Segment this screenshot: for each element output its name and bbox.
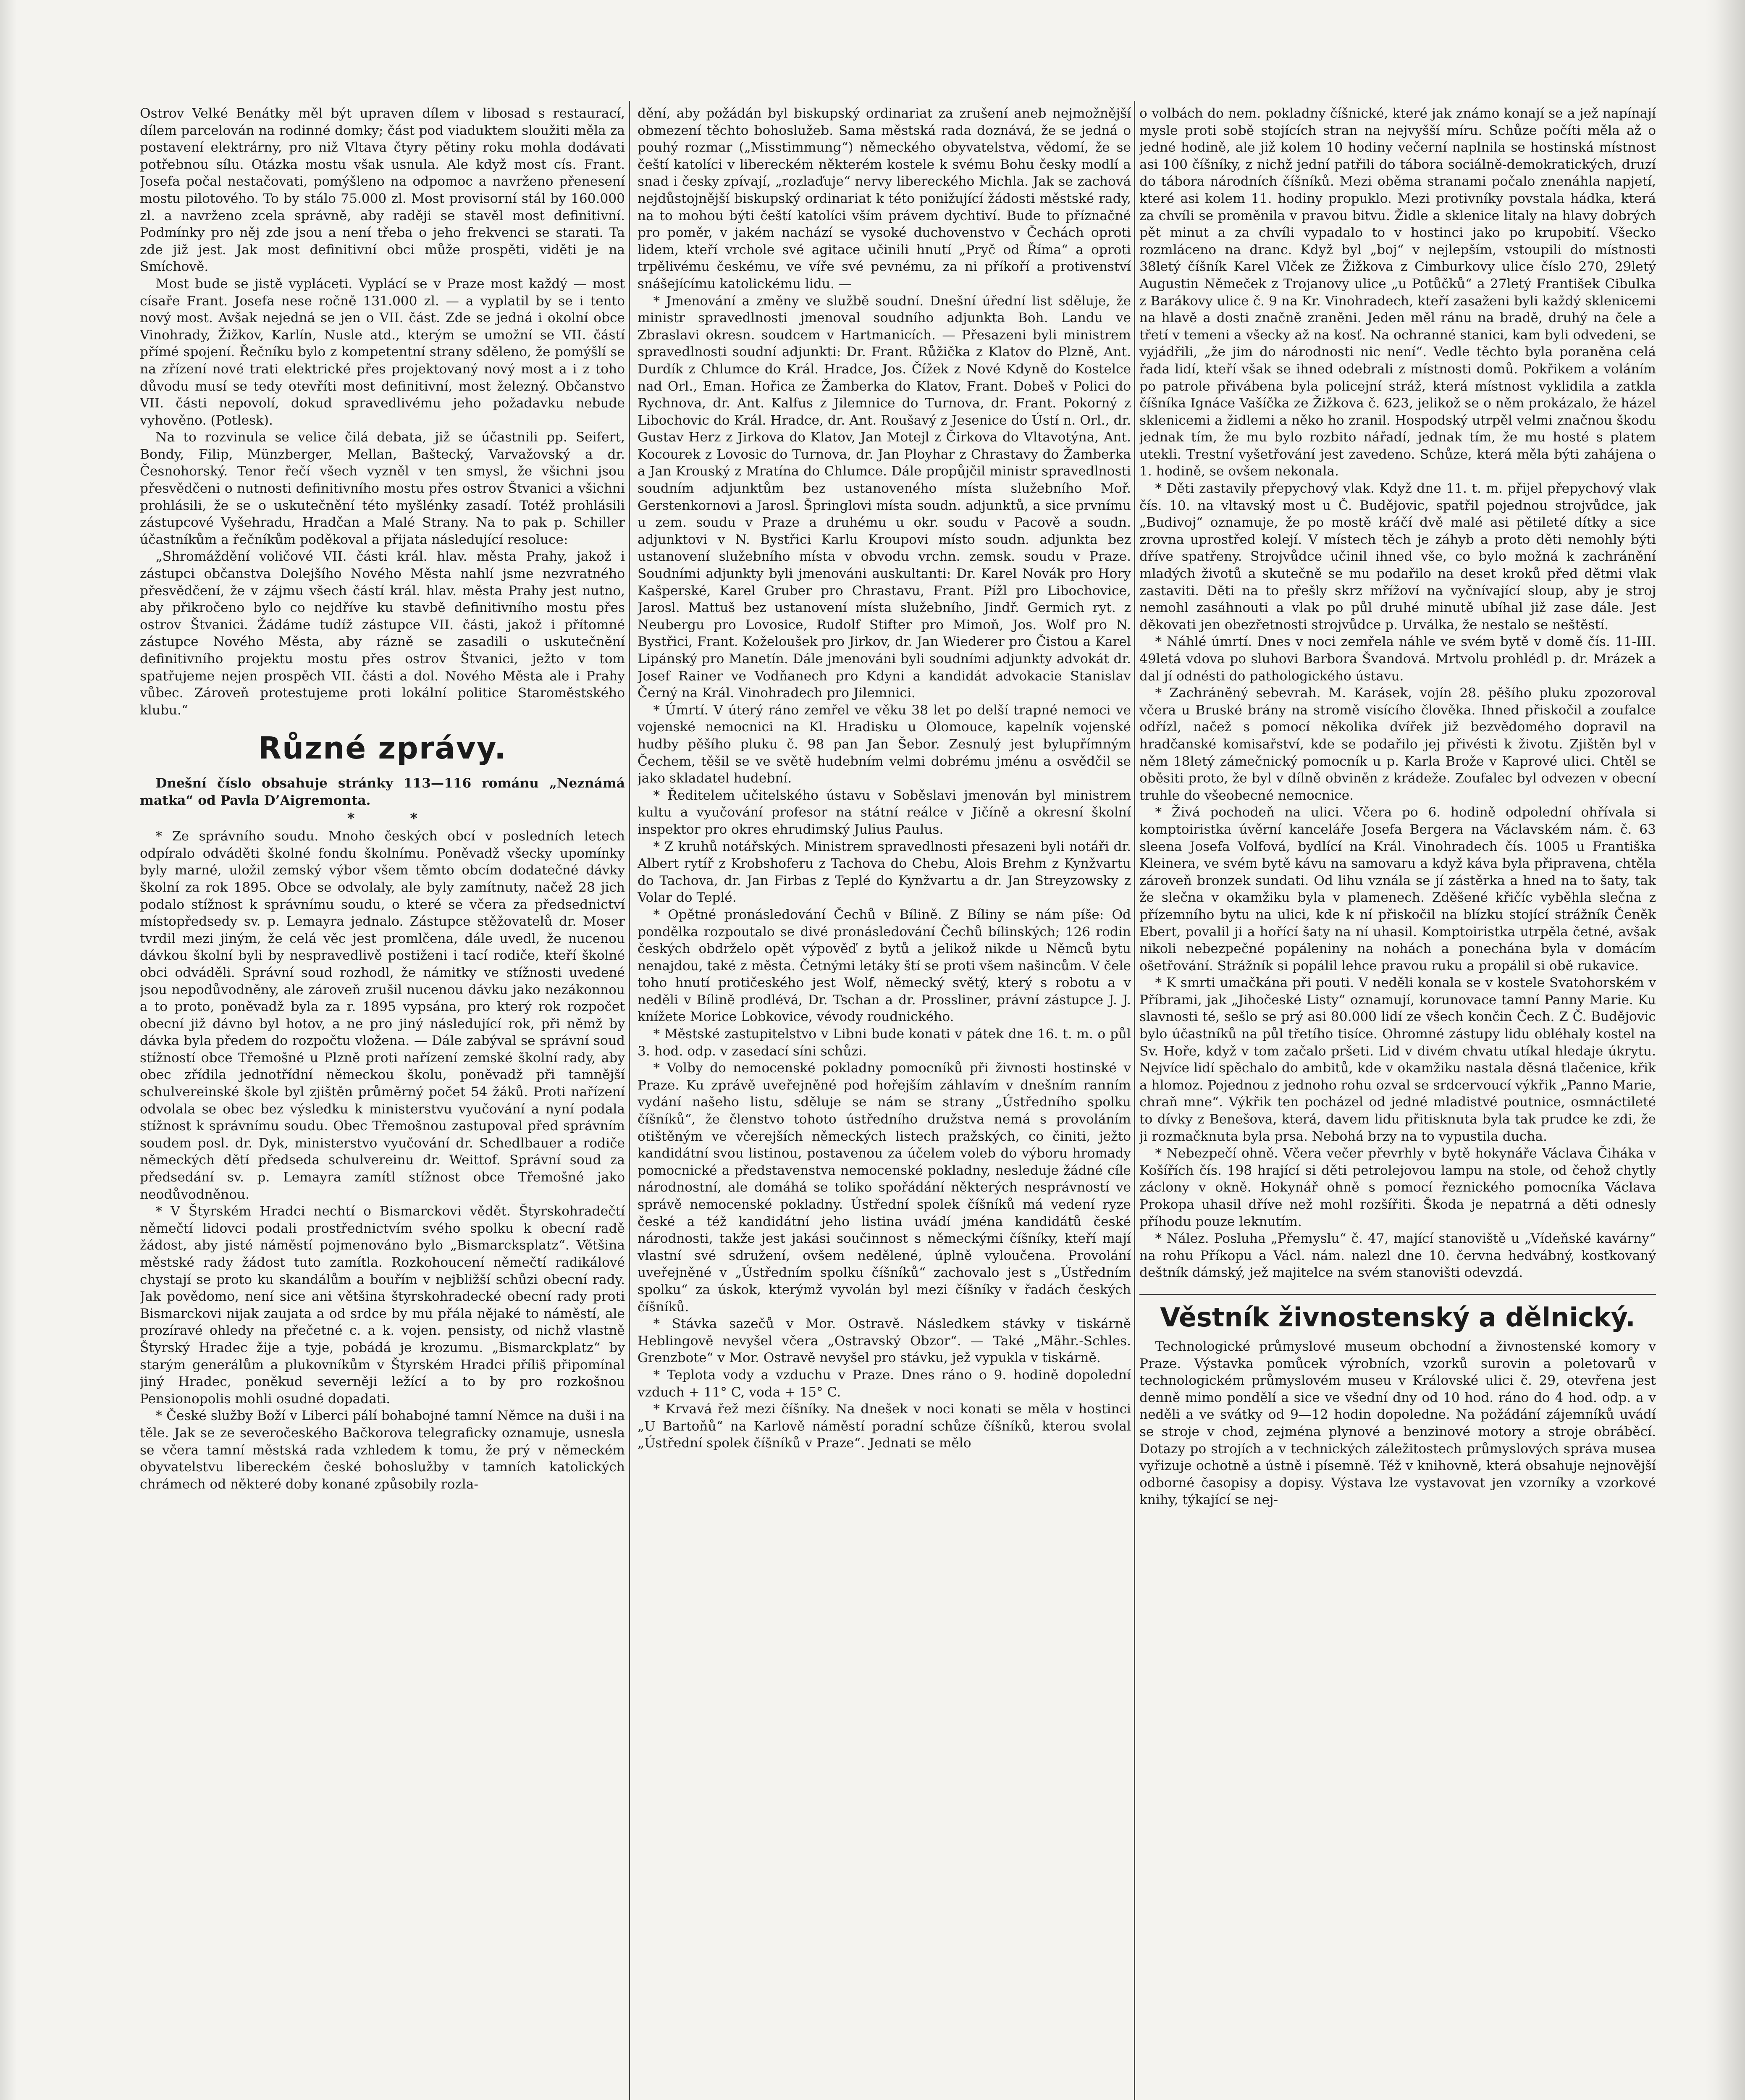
column-rule-right	[1134, 101, 1135, 2100]
article-nebezpeci-ohne: * Nebezpečí ohně. Včera večer převrhly v bytě hokynáře Václava Čiháka v Košířích čís. 198 hrající si děti petrolejovou lampu na stole, od čehož chytly záclony v okně. Hokynář ohně s pomocí řeznického pomocníka Václava Prokopa uhasil dříve než mohl rozšířiti. Škoda je nepatrná a děti odnesly příhodu pouze leknutím.	[1139, 1146, 1656, 1229]
article-teplota: * Teplota vody a vzduchu v Praze. Dnes ráno o 9. hodině dopolední vzduch + 11° C, voda + 15° C.	[638, 1367, 1131, 1400]
article-spravni-soud: * Ze správního soudu. Mnoho českých obcí v posledních letech odpíralo odváděti školné fondu školnímu. Poněvadž všecky upomínky byly marné, uložil zemský výbor všem těmto obcím dodatečné dávky školní za rok 1895. Obce se odvolaly, ale byly zamítnuty, načež 28 jich podalo stížnost k správnímu soudu, o které se včera za předsednictví místopředsedy sv. p. Lemayra jednalo. Zástupce stěžovatelů dr. Moser tvrdil mezi jiným, že celá věc jest promlčena, dále uvedl, že nucenou dávkou školní byli by nespravedlivě postiženi i tací rodiče, kteří školné obci odváděli. Správní soud rozhodl, že námitky ve stížnosti uvedené jsou nepodůvodněny, ale zároveň zrušil nucenou dávku jako nezákonnou a to proto, poněvadž byla za r. 1895 vypsána, pro který rok rozpočet obecní již dávno byl hotov, a ne pro jiný následující rok, při němž by dávka byla předem do rozpočtu vložena. — Dále zabýval se správní soud stížností obce Třemošné u Plzně proti nařízení zemské školní rady, aby obec zřídila jednotřídní německou školu, poněvadž při tamnější schulvereinské škole byl zjištěn průměrný počet 54 žáků. Proti nařízení odvolala se obec bez výsledku k ministerstvu vyučování a nyní podala stížnost k správnímu soudu. Obec Třemošnou zastupoval před správním soudem posl. dr. Dyk, ministerstvo vyučování dr. Schedlbauer a rodiče německých dětí předseda schulvereinu dr. Weittof. Správní soud za předsedání sv. p. Lemayra zamítl stížnost obce Třemošné jako neodůvodněnou.	[140, 829, 625, 1202]
article-most: Most bude se jistě vypláceti. Vyplácí se v Praze most každý — most císaře Frant. Josefa nese ročně 131.000 zl. — a vyplatil by se i tento nový most. Avšak nejedná se jen o VII. část. Zde se jedná i okolní obce Vinohrady, Žižkov, Karlín, Nusle atd., kterým se umožní se VII. částí přímé spojení. Řečníku bylo z kompetentní strany sděleno, že pomýšlí se na zřízení nové trati elektrické přes projektovaný nový most a i z toho důvodu musí se tedy otevříti most definitivní, most železný. Občanstvo VII. části nepovolí, dokud spravedlivému jeho požadavku nebude vyhověno. (Potlesk).	[140, 276, 625, 428]
article-jmenovani: * Jmenování a změny ve službě soudní. Dnešní úřední list sděluje, že ministr spravedlnosti jmenoval soudního adjunkta Boh. Landu ve Zbraslavi okresn. soudcem v Hartmanicích. — Přesazeni byli ministrem spravedlnosti soudní adjunkti: Dr. Frant. Růžička z Klatov do Plzně, Ant. Durdík z Chlumce do Král. Hradce, Jos. Čížek z Nové Kdyně do Kostelce nad Orl., Eman. Hořica ze Žamberka do Klatov, Frant. Dobeš v Polici do Rychnova, dr. Ant. Kalfus z Jilemnice do Turnova, dr. Frant. Pokorný z Libochovic do Král. Hradce, dr. Ant. Roušavý z Jesenice do Ústí n. Orl., dr. Gustav Herz z Jirkova do Klatov, Jan Motejl z Čirkova do Vltavotýna, Ant. Kocourek z Lovosic do Turnova, dr. Jan Ployhar z Chrastavy do Žamberka a Jan Krouský z Mratína do Chlumce. Dále propůjčil ministr spravedlnosti soudním adjunktům bez ustanoveného místa služebního Moř. Gerstenkornovi a Jarosl. Špringlovi místa soudn. adjunktů, a sice prvnímu u zem. soudu v Praze a druhému u okr. soudu v Pacově a soudn. adjunktovi v N. Bystřici Karlu Kroupovi místo soudn. adjunkta bez ustanovení služebního místa v obvodu vrchn. zemsk. soudu v Praze. Soudními adjunkty byli jmenováni auskultanti: Dr. Karel Novák pro Hory Kašperské, Karel Gruber pro Chrastavu, Frant. Pížl pro Libochovice, Jarosl. Mattuš bez ustanovení místa služebního, Jindř. Germich ryt. z Neubergu pro Lovosice, Rudolf Stifter pro Mimoň, Jos. Wolf pro N. Bystřici, Frant. Koželoušek pro Jirkov, dr. Jan Wiederer pro Čistou a Karel Lipánský pro Manetín. Dále jmenováni byli soudními adjunkty advokát dr. Josef Rainer ve Vodňanech pro Kdyni a kandidát advokacie Stanislav Černý na Král. Vinohradech pro Jilemnici.	[638, 293, 1131, 701]
article-mestske-zastupitelstvo: * Městské zastupitelstvo v Libni bude konati v pátek dne 16. t. m. o půl 3. hod. odp. v zasedací síni schůzi.	[638, 1026, 1131, 1059]
article-kruhu-notarskych: * Z kruhů notářských. Ministrem spravedlnosti přesazeni byli notáři dr. Albert rytíř z Krobshoferu z Tachova do Chebu, Alois Brehm z Kynžvartu do Tachova, dr. Jan Firbas z Teplé do Kynžvartu a dr. Jan Streyzowsky z Volar do Teplé.	[638, 839, 1131, 906]
article-krvava-rez: * Krvavá řež mezi číšníky. Na dnešek v noci konati se měla v hostinci „U Bartoňů“ na Karlově náměstí poradní schůze číšníků, kterou svolal „Ústřední spolek číšníků v Praze“. Jednati se mělo	[638, 1402, 1131, 1451]
notice-novel-pages: Dnešní číslo obsahuje stránky 113—116 románu „Neznámá matka“ od Pavla D’Aigremonta.	[140, 776, 625, 808]
article-ostrov: Ostrov Velké Benátky měl být upraven dílem v libosad s restaurací, dílem parcelován na rodinné domky; část pod viaduktem sloužiti měla za postavení elektrárny, pro niž Vltava čtyry pětiny roku mohla dodávati potřebnou sílu. Otázka mostu však usnula. Ale když most cís. Frant. Josefa počal nestačovati, pomýšleno na odpomoc a navrženo přenesení mostu pilotového. To by stálo 75.000 zl. Most provisorní stál by 160.000 zl. a navrženo zcela správně, aby raději se stavěl most definitivní. Podmínky pro něj zde jsou a není třeba o jeho frekvenci se starati. Ta zde již jest. Jak most definitivní obci může prospěti, viděti je na Smíchově.	[140, 106, 625, 275]
article-styrsky-hradec: * V Štyrském Hradci nechtí o Bismarckovi vědět. Štyrskohradečtí němečtí lidovci podali prostřednictvím svého spolku k obecní radě žádost, aby jisté náměstí pojmenováno bylo „Bismarcksplatz“. Většina městské rady žádost tuto zamítla. Rozkohoucení němečtí radikálové chystají se proto ku skandálům a bouřím v nejbližší schůzi obecní rady. Jak povědomo, není sice ani většina štyrskohradecké obecní rady proti Bismarckovi nijak zaujata a od srdce by mu přála nějaké to náměstí, ale prozíravé ohledy na přečetné c. a k. vojen. pensisty, od nichž vlastně Štyrský Hradec žije a tyje, pobádá je krozumu. „Bismarckplatz“ by starým generálům a plukovníkům v Štyrském Hradci příliš připomínal jiný Hradec, poněkud severněji ležící a to by pro rozkošnou Pensionopolis mohli osudné dopadati.	[140, 1204, 625, 1407]
article-technologicke-museum: Technologické průmyslové museum obchodní a živnostenské komory v Praze. Výstavka pomůcek výrobních, vzorků surovin a poletovarů v technologickém průmyslovém museu v Královské ulici č. 29, otevřena jest denně mimo pondělí a sice ve všední dny od 10 hod. ráno do 4 hod. odp. a v neděli a ve svátky od 9—12 hodin dopoledne. Na požádání zájemníků uvádí se stroje v chod, zejména plynové a benzinové motory a stroje obráběcí. Dotazy po strojích a v technických záležitostech průmyslových správa musea vyřizuje ochotně a ústně i písemně. Též v knihovně, která obsahuje nejnovější odborné časopisy a dopisy. Výstava lze vystavovat jen vzorníky a vzorkové knihy, týkající se nej-	[1139, 1339, 1656, 1508]
article-riditelem: * Ředitelem učitelského ústavu v Soběslavi jmenován byl ministrem kultu a vyučování profesor na státní reálce v Jičíně a okresní školní inspektor pro okres ehrudimský Julius Paulus.	[638, 788, 1131, 837]
page-edge-shadow	[1716, 0, 1745, 2100]
article-resoluce: „Shromáždění voličové VII. části král. hlav. města Prahy, jakož i zástupci občanstva Dolejšího Nového Města nahlí jsme nezvratného přesvědčení, že v zájmu všech částí král. hlav. města Prahy jest nutno, aby přikročeno bylo co nejdříve ku stavbě definitivního mostu přes ostrov Štvanici. Žádáme tudíž zástupce VII. části, jakož i přítomné zástupce Nového Města, aby rázně se zasadili o uskutečnění definitivního projektu mostu přes ostrov Štvanici, ježto v tom spatřujeme nejen prospěch VII. části a dol. Nového Města ale i Prahy vůbec. Zároveň protestujeme proti lokální politice Staroměstského klubu.“	[140, 549, 625, 718]
column-left	[140, 105, 625, 2100]
article-nahle-umrti: * Náhlé úmrtí. Dnes v noci zemřela náhle ve svém bytě v domě čís. 11-III. 49letá vdova po sluhovi Barbora Švandová. Mrtvolu prohlédl p. dr. Mrázek a dal jí odnésti do pathologického ústavu.	[1139, 634, 1656, 684]
article-k-smrti: * K smrti umačkána při pouti. V neděli konala se v kostele Svatohorském v Příbrami, jak „Jihočeské Listy“ oznamují, korunovace tamní Panny Marie. Ku slavnosti té, sešlo se prý asi 80.000 lidí ze všech končin Čech. Z Č. Budějovic bylo účastníků na půl třetího tisíce. Ohromné zástupy lidu obléhaly kostel na Sv. Hoře, když v tom začalo pršeti. Lid v divém chvatu utíkal hledaje úkrytu. Nejvíce lidí spěchalo do ambitů, kde v okamžiku nastala děsná tlačenice, křik a hlomoz. Pojednou z jednoho rohu ozval se srdcervoucí výkřik „Panno Marie, chraň mne“. Výkřik ten pocházel od jedné mladistvé poutnice, osmnáctileté to dívky z Benešova, která, davem lidu přitisknuta byla tak prudce ke zdi, že ji rozmačknuta byla prsa. Nebohá brzy na to vypustila ducha.	[1139, 975, 1656, 1144]
article-volby: * Volby do nemocenské pokladny pomocníků při živnosti hostinské v Praze. Ku zprávě uveřejněné pod hořejším záhlavím v dnešním ranním vydání našeho listu, sděluje se nám se strany „Ústředního spolku číšníků“, že členstvo tohoto ústředního družstva nemá s provoláním otištěným ve včerejších německých listech pražských, co činiti, ježto kandidátní svou listinou, postavenou za účelem voleb do výboru hromady pomocnické a představenstva nemocenské pokladny, nesleduje žádné cíle národnostní, ale domáhá se toliko spořádání některých nesprávností ve správě nemocenské pokladny. Ústřední spolek číšníků má vedení ryze české a též kandidátní jeho listina uvádí jména kandidátů české národnosti, takže jest jakási součinnost s německými číšníky, kteří mají vlastní své sdružení, ovšem nedělené, úplně vyloučena. Provolání uveřejněné v „Ústředním spolku číšníků“ zachovalo jest s „Ústředním spolku“ za úskok, kterýmž vyvolán byl mezi číšníky v řadách českých číšníků.	[638, 1060, 1131, 1315]
column-middle	[638, 105, 1131, 2100]
article-ceske-sluzby: * České služby Boží v Liberci pálí bohabojné tamní Němce na duši i na těle. Jak se ze severočeského Bačkorova telegraficky oznamuje, usnesla se včera tamní městská rada vzhledem k tomu, že prý v německém obyvatelstvu libereckém české bohoslužby v tamních katolických chrámech od některé doby konané způsobily rozla-	[140, 1408, 625, 1492]
article-zachraneny: * Zachráněný sebevrah. M. Karásek, vojín 28. pěšího pluku zpozoroval včera u Bruské brány na stromě visícího člověka. Ihned přiskočil a zoufalce odřízl, načež s pomocí několika dvířek již bezvědomého dopravil na hradčanské komisařství, kde se podařilo jej přivésti k životu. Zjištěn byl v něm 18letý zámečnický pomocník u p. Karla Brože v Kaprové ulici. Chtěl se oběsiti proto, že byl v dílně obviněn z krádeže. Zoufalec byl odvezen v obecní truhle do všeobecné nemocnice.	[1139, 685, 1656, 803]
article-deti-vlak: * Děti zastavily přepychový vlak. Když dne 11. t. m. přijel přepychový vlak čís. 10. na vltavský most u Č. Budějovic, spatřil pojednou strojvůdce, jak „Budivoj“ oznamuje, že po mostě kráčí dvě malé asi pětileté dítky a sice zrovna uprostřed kolejí. V místech těch je záhyb a proto děti nemohly býti dříve spatřeny. Strojvůdce učinil ihned vše, co bylo možná k zachránění mladých životů a skutečně se mu podařilo na deset kroků před dětmi vlak zastaviti. Děti na to přešly skrz mřížoví na vyčnívající sloup, aby je stroj nemohl zasáhnouti a vlak po půl druhé minutě ubíhal již zase dále. Jest děkovati jen obezřetnosti strojvůdce p. Urválka, že nestalo se neštěstí.	[1139, 481, 1656, 633]
article-stavka: * Stávka sazečů v Mor. Ostravě. Následkem stávky v tiskárně Heblingově nevyšel včera „Ostravský Obzor“. — Také „Mähr.-Schles. Grenzbote“ v Mor. Ostravě nevyšel pro stávku, jež vypukla v tiskárně.	[638, 1316, 1131, 1366]
star-separator: * *	[347, 810, 418, 827]
article-umrti: * Úmrtí. V úterý ráno zemřel ve věku 38 let po delší trapné nemoci ve vojenské nemocnici na Kl. Hradisku u Olomouce, kapelník vojenské hudby pěšího pluku č. 98 pan Jan Šebor. Zesnulý jest bylupřímným Čechem, těšil se ve světě hudebním velmi dobrému jménu a osvědčil se jako skladatel hudební.	[638, 702, 1131, 786]
article-opetne-pronasledovani: * Opětné pronásledování Čechů v Bílině. Z Bíliny se nám píše: Od pondělka rozpoutalo se divé pronásledování Čechů bílinských; 126 rodin českých obdrželo opět výpověď z bytů a jelikož nikde u Němců bytu nenajdou, také z města. Četnými letáky ští se proti všem našincům. V čele toho hnutí protičeského jest Wolf, německý světý, který s robotu a v neděli v Bílině prodlévá, Dr. Tschan a dr. Prossliner, právní zástupce J. J. knížete Morice Lobkovice, vévody roudnického.	[638, 907, 1131, 1025]
section-heading-ruzne-zpravy: Různé zprávy.	[258, 730, 507, 766]
article-krvava-rez-continued: o volbách do nem. pokladny číšnické, které jak známo konají se a jež napínají mysle proti sobě stojících stran na nejvyšší míru. Schůze počíti měla až o jedné hodině, ale již kolem 10 hodiny večerní naplnila se hostinská místnost asi 100 číšníky, z nichž jední patřili do tábora sociálně-demokratických, druzí do tábora národních číšníků. Mezi oběma stranami počalo znenáhla napjetí, které asi kolem 11. hodiny propuklo. Mezi protivníky povstala hádka, která za chvíli se proměnila v pravou bitvu. Židle a sklenice litaly na hlavy dobrých pět minut a za chvíli vypadalo to v hostinci jako po krupobití. Všecko rozmláceno na dranc. Když byl „boj“ v nejlepším, vstoupili do místnosti 38letý číšník Karel Vlček ze Žižkova z Cimburkovy ulice číslo 270, 29letý Augustin Němeček z Trojanovy ulice „u Potůčků“ a 27letý František Cibulka z Barákovy ulice č. 9 na Kr. Vinohradech, kteří zasaženi byli každý sklenicemi na hlavě a dosti značně zraněni. Jeden měl ránu na bradě, druhý na čele a třetí v temeni a všecky až na kosť. Na ochranné stanici, kam byli odvedeni, se vyjádřili, „že jim do národnosti nic není“. Vedle těchto byla poraněna celá řada lidí, kteří však se ihned odebrali z místnosti domů. Pokřikem a voláním po patrole přivábena byla policejní stráž, která místnost vyklidila a zatkla číšníka Ignáce Vašíčka ze Žižkova č. 623, jelikož se o něm prokázalo, že házel sklenicemi a židlemi a něko ho zranil. Hospodský utrpěl velmi značnou škodu jednak tím, že mu bylo rozbito nářadí, jednak tím, že mu hosté s platem utekli. Trestní vyšetřování jest zavedeno. Schůze, která měla býti zahájena o 1. hodině, se ovšem nekonala.	[1139, 106, 1656, 479]
column-right	[1139, 105, 1656, 2100]
section-heading-vestnik: Věstník živnostenský a dělnický.	[1139, 1294, 1656, 1335]
article-debata: Na to rozvinula se velice čilá debata, již se účastnili pp. Seifert, Bondy, Filip, Münzberger, Mellan, Baštecký, Varvažovský a dr. Česnohorský. Tenor řečí všech vyzněl v ten smysl, že všichni jsou přesvědčeni o nutnosti definitivního mostu přes ostrov Štvanici a všichni prohlásili, že se o uskutečnění této myšlénky zasadí. Totéž prohlásili zástupcové Vyšehradu, Hradčan a Malé Strany. Na to pak p. Schiller účastníkům a řečníkům poděkoval a přijata následující resoluce:	[140, 430, 625, 547]
article-ziva-pochoden: * Živá pochodeň na ulici. Včera po 6. hodině odpolední ohřívala si komptoiristka úvěrní kanceláře Josefa Bergera na Václavském nám. č. 63 sleena Josefa Volfová, bydlící na Král. Vinohradech čís. 1005 u Františka Kleinera, ve svém bytě kávu na samovaru a když káva byla připravena, chtěla zároveň bronzek sundati. Od lihu vznála se jí zástěrka a hned na to šaty, tak že slečna v okamžiku byla v plamenech. Zděšené křičíc vyběhla slečna z přízemního bytu na ulici, kde k ní přiskočil na blízku stojící strážník Čeněk Ebert, povalil ji a hořící šaty na ní uhasil. Komptoiristka utrpěla četné, avšak nikoli nebezpečné popáleniny na nohách a ponechána byla v domácím ošetřování. Strážník si popálil lehce pravou ruku a propálil si obě rukavice.	[1139, 805, 1656, 974]
article-nalez: * Nález. Posluha „Přemyslu“ č. 47, mající stanoviště u „Vídeňské kavárny“ na rohu Příkopu a Václ. nám. nalezl dne 10. června hedvábný, kostkovaný deštník dámský, jež majitelce na svém stanovišti odevzdá.	[1139, 1231, 1656, 1281]
column-rule-left	[629, 101, 630, 2100]
article-ceske-sluzby-continued: dění, aby požádán byl biskupský ordinariat za zrušení aneb nejmožnější obmezení těchto bohoslužeb. Sama městská rada doznává, že se jedná o pouhý rozmar („Misstimmung“) německého obyvatelstva, vědomí, že se čeští katolíci v libereckém některém kostele k svému Bohu česky modlí a snad i česky zpívají, „rozlaďuje“ nervy libereckého Michla. Jak se zachová nejdůstojnější biskupský ordinariat k této ponižující žádosti městské rady, na to mohou býti čeští katolíci vším právem dychtiví. Bude to příznačné pro poměr, v jakém nachází se vysoké duchovenstvo v Čechách oproti lidem, kteří vrchole své agitace učinili hnutí „Pryč od Říma“ a oproti trpělivému českému, ve víře své pevnému, za ni příkoří a protivenství snášejícímu katolickému lidu. —	[638, 106, 1131, 291]
